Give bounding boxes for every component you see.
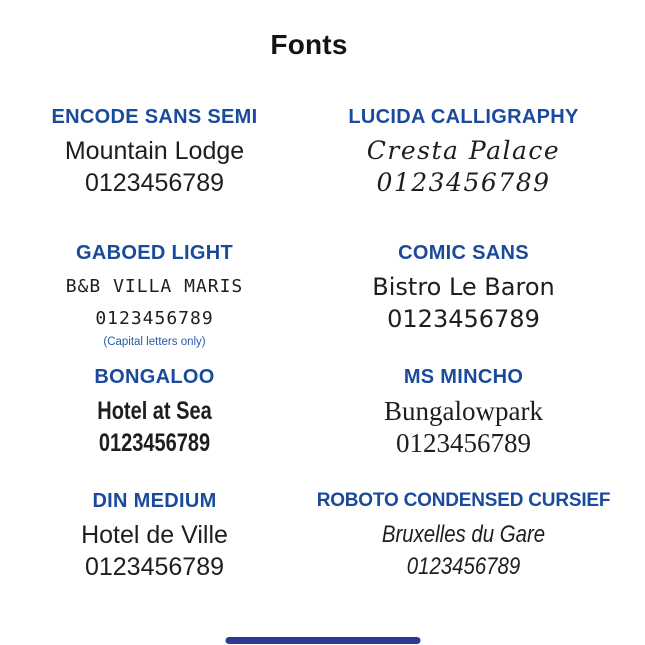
- font-sample-digits: 0123456789: [84, 553, 225, 581]
- font-sample-text: B&B VILLA MARIS: [65, 276, 244, 297]
- font-sample-text: Bruxelles du Gare: [381, 521, 546, 548]
- font-sample-digits: 0123456789: [406, 553, 521, 580]
- font-sample-digits: 0123456789: [95, 308, 214, 329]
- font-sample-digits: 0123456789: [396, 428, 531, 458]
- font-sample-digits: 0123456789: [98, 429, 211, 457]
- font-specimen-note: (Capital letters only): [103, 336, 206, 348]
- font-name: ENCODE SANS SEMI: [51, 106, 258, 128]
- font-sample-digits: 0123456789: [387, 305, 540, 333]
- font-sample-text: Bungalowpark: [384, 396, 543, 426]
- font-sample-text: Cresta Palace: [366, 136, 561, 165]
- font-name: MS MINCHO: [403, 366, 524, 388]
- font-sample-text: Bistro Le Baron: [372, 273, 555, 301]
- font-specimen-gaboed-light: [0, 240, 309, 364]
- home-indicator-bar[interactable]: [225, 637, 420, 644]
- font-name: GABOED LIGHT: [76, 242, 233, 264]
- font-sample-digits: 0123456789: [84, 169, 225, 197]
- font-specimen-grid: [0, 104, 618, 583]
- font-name: COMIC SANS: [398, 242, 529, 264]
- font-sample-digits: 0123456789: [376, 168, 551, 197]
- font-specimen-ms-mincho: [309, 364, 618, 488]
- font-specimen-lucida-calligraphy: [309, 104, 618, 240]
- font-sample-text: Mountain Lodge: [64, 137, 245, 165]
- page-content: [0, 28, 618, 583]
- font-specimen-encode-sans-semi: [0, 104, 309, 240]
- font-name: BONGALOO: [94, 366, 215, 388]
- font-specimen-comic-sans: [309, 240, 618, 364]
- font-sample-text: Hotel de Ville: [81, 521, 228, 549]
- page-title: Fonts: [270, 29, 348, 60]
- font-name: ROBOTO CONDENSED CURSIEF: [316, 490, 611, 511]
- font-name: DIN MEDIUM: [92, 490, 217, 512]
- font-sample-text: Hotel at Sea: [97, 397, 212, 425]
- font-specimen-din-medium: [0, 488, 309, 583]
- font-specimen-roboto-condensed-cursief: [309, 488, 618, 583]
- font-name: LUCIDA CALLIGRAPHY: [348, 106, 579, 128]
- font-specimen-bongaloo: [0, 364, 309, 488]
